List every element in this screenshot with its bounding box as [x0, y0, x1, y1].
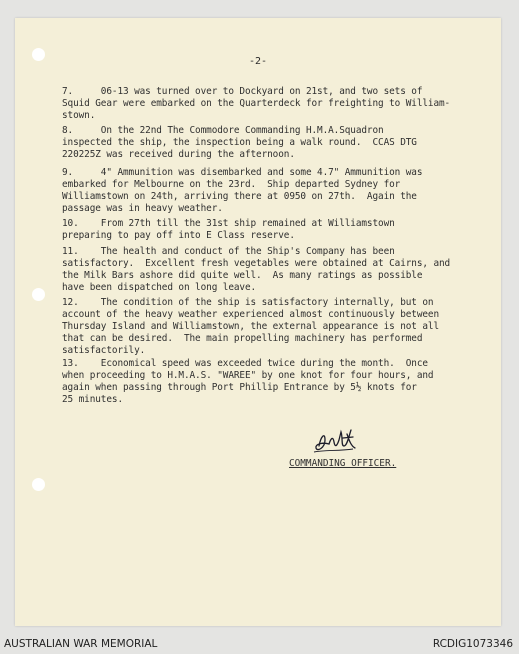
paragraph-11 — [62, 246, 494, 294]
text-line: 12. The condition of the ship is satisfactory internally, but on — [62, 297, 434, 308]
punch-hole — [32, 288, 45, 301]
text-line: 10. From 27th till the 31st ship remained at Williamstown — [62, 218, 395, 229]
text-line: 11. The health and conduct of the Ship's Company has been — [62, 246, 395, 257]
text-line: Williamstown on 24th, arriving there at 0950 on 27th. Again the — [62, 191, 417, 202]
text-line: account of the heavy weather experienced almost continuously between — [62, 309, 440, 320]
text-line: inspected the ship, the inspection being a walk round. CCAS DTG — [62, 137, 417, 148]
handwritten-signature — [313, 424, 361, 458]
text-line: 7. 06-13 was turned over to Dockyard on 21st, and two sets of — [62, 86, 423, 97]
paragraph-7 — [62, 86, 494, 122]
text-line: embarked for Melbourne on the 23rd. Ship departed Sydney for — [62, 179, 401, 190]
archive-credit: AUSTRALIAN WAR MEMORIAL — [4, 638, 158, 650]
text-line: have been dispatched on long leave. — [62, 282, 257, 293]
text-line: 25 minutes. — [62, 394, 123, 405]
text-line: Squid Gear were embarked on the Quarterdeck for freighting to William- — [62, 98, 451, 109]
text-line: 220225Z was received during the afternoon. — [62, 149, 295, 160]
text-line: the Milk Bars ashore did quite well. As many ratings as possible — [62, 270, 423, 281]
signature-title: COMMANDING OFFICER. — [289, 458, 397, 469]
paragraph-10 — [62, 218, 494, 242]
punch-hole — [32, 478, 45, 491]
paragraph-12 — [62, 297, 494, 357]
text-line: that can be desired. The main propelling machinery has performed — [62, 333, 423, 344]
text-line: 9. 4" Ammunition was disembarked and some 4.7" Ammunition was — [62, 167, 423, 178]
text-line: again when passing through Port Phillip Entrance by 5½ knots for — [62, 382, 417, 393]
text-line: satisfactory. Excellent fresh vegetables were obtained at Cairns, and — [62, 258, 451, 269]
paragraph-9 — [62, 167, 494, 215]
text-line: 13. Economical speed was exceeded twice during the month. Once — [62, 358, 428, 369]
paragraph-8 — [62, 125, 494, 161]
text-line: when proceeding to H.M.A.S. "WAREE" by one knot for four hours, and — [62, 370, 434, 381]
text-line: preparing to pay off into E Class reserve. — [62, 230, 295, 241]
text-line: passage was in heavy weather. — [62, 203, 223, 214]
page-number: -2- — [248, 56, 268, 67]
text-line: satisfactorily. — [62, 345, 146, 356]
paragraph-13 — [62, 358, 494, 406]
document-page — [15, 18, 501, 626]
text-line: stown. — [62, 110, 96, 121]
archive-id: RCDIG1073346 — [432, 638, 513, 650]
text-line: Thursday Island and Williamstown, the external appearance is not all — [62, 321, 440, 332]
text-line: 8. On the 22nd The Commodore Commanding H.M.A.Squadron — [62, 125, 384, 136]
